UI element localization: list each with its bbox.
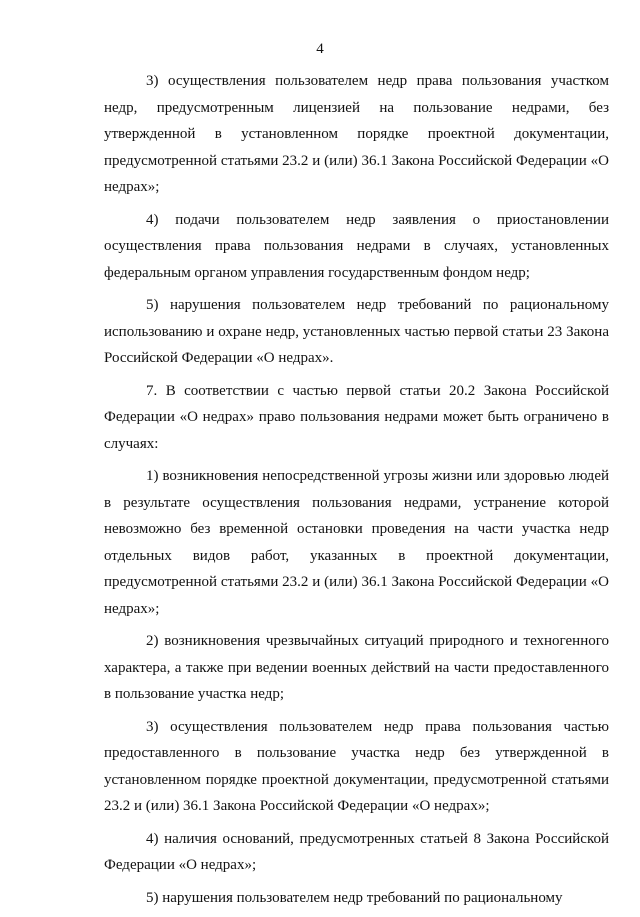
paragraph: 7. В соответствии с частью первой статьи 20.2 Закона Российской Федерации «О недрах» право пользования недрами может быть ограничено в случаях: — [104, 382, 609, 452]
paragraph: 4) наличия оснований, предусмотренных статьей 8 Закона Российской Федерации «О недрах»; — [104, 830, 609, 873]
paragraph: 2) возникновения чрезвычайных ситуаций природного и техногенного характера, а также при ведении военных действий на части предоставленного в пользование участка недр; — [104, 633, 609, 702]
document-body — [104, 68, 609, 917]
paragraph: 5) нарушения пользователем недр требований по рациональному использованию и охране недр, установленных частью первой статьи 23 Закона Российской Федерации «О недрах». — [104, 297, 609, 366]
paragraph: 3) осуществления пользователем недр права пользования участком недр, предусмотренным лицензией на пользование недрами, без утвержденной в установленном порядке проектной документации, предусмотренной статьями 23.2 и (или) 36.1 Закона Российской Федерации «О недрах»; — [104, 73, 609, 195]
paragraph: 4) подачи пользователем недр заявления о приостановлении осуществления права пользования недрами в случаях, установленных федеральным органом управления государственным фондом недр; — [104, 211, 609, 281]
paragraph: 1) возникновения непосредственной угрозы жизни или здоровью людей в результате осуществления пользования недрами, устранение которой невозможно без временной остановки проведения на части участка недр отдельных видов работ, указанных в проектной документации, предусмотренной статьями 23.2 и (или) 36.1 Закона Российской Федерации «О недрах»; — [104, 468, 609, 617]
page-number: 4 — [316, 41, 324, 57]
paragraph: 5) нарушения пользователем недр требований по рациональному — [146, 889, 563, 906]
paragraph: 3) осуществления пользователем недр права пользования частью предоставленного в пользование участка недр без утвержденной в установленном порядке проектной документации, предусмотренной статьями 23.2 и (или) 36.1 Закона Российской Федерации «О недрах»; — [104, 718, 609, 814]
